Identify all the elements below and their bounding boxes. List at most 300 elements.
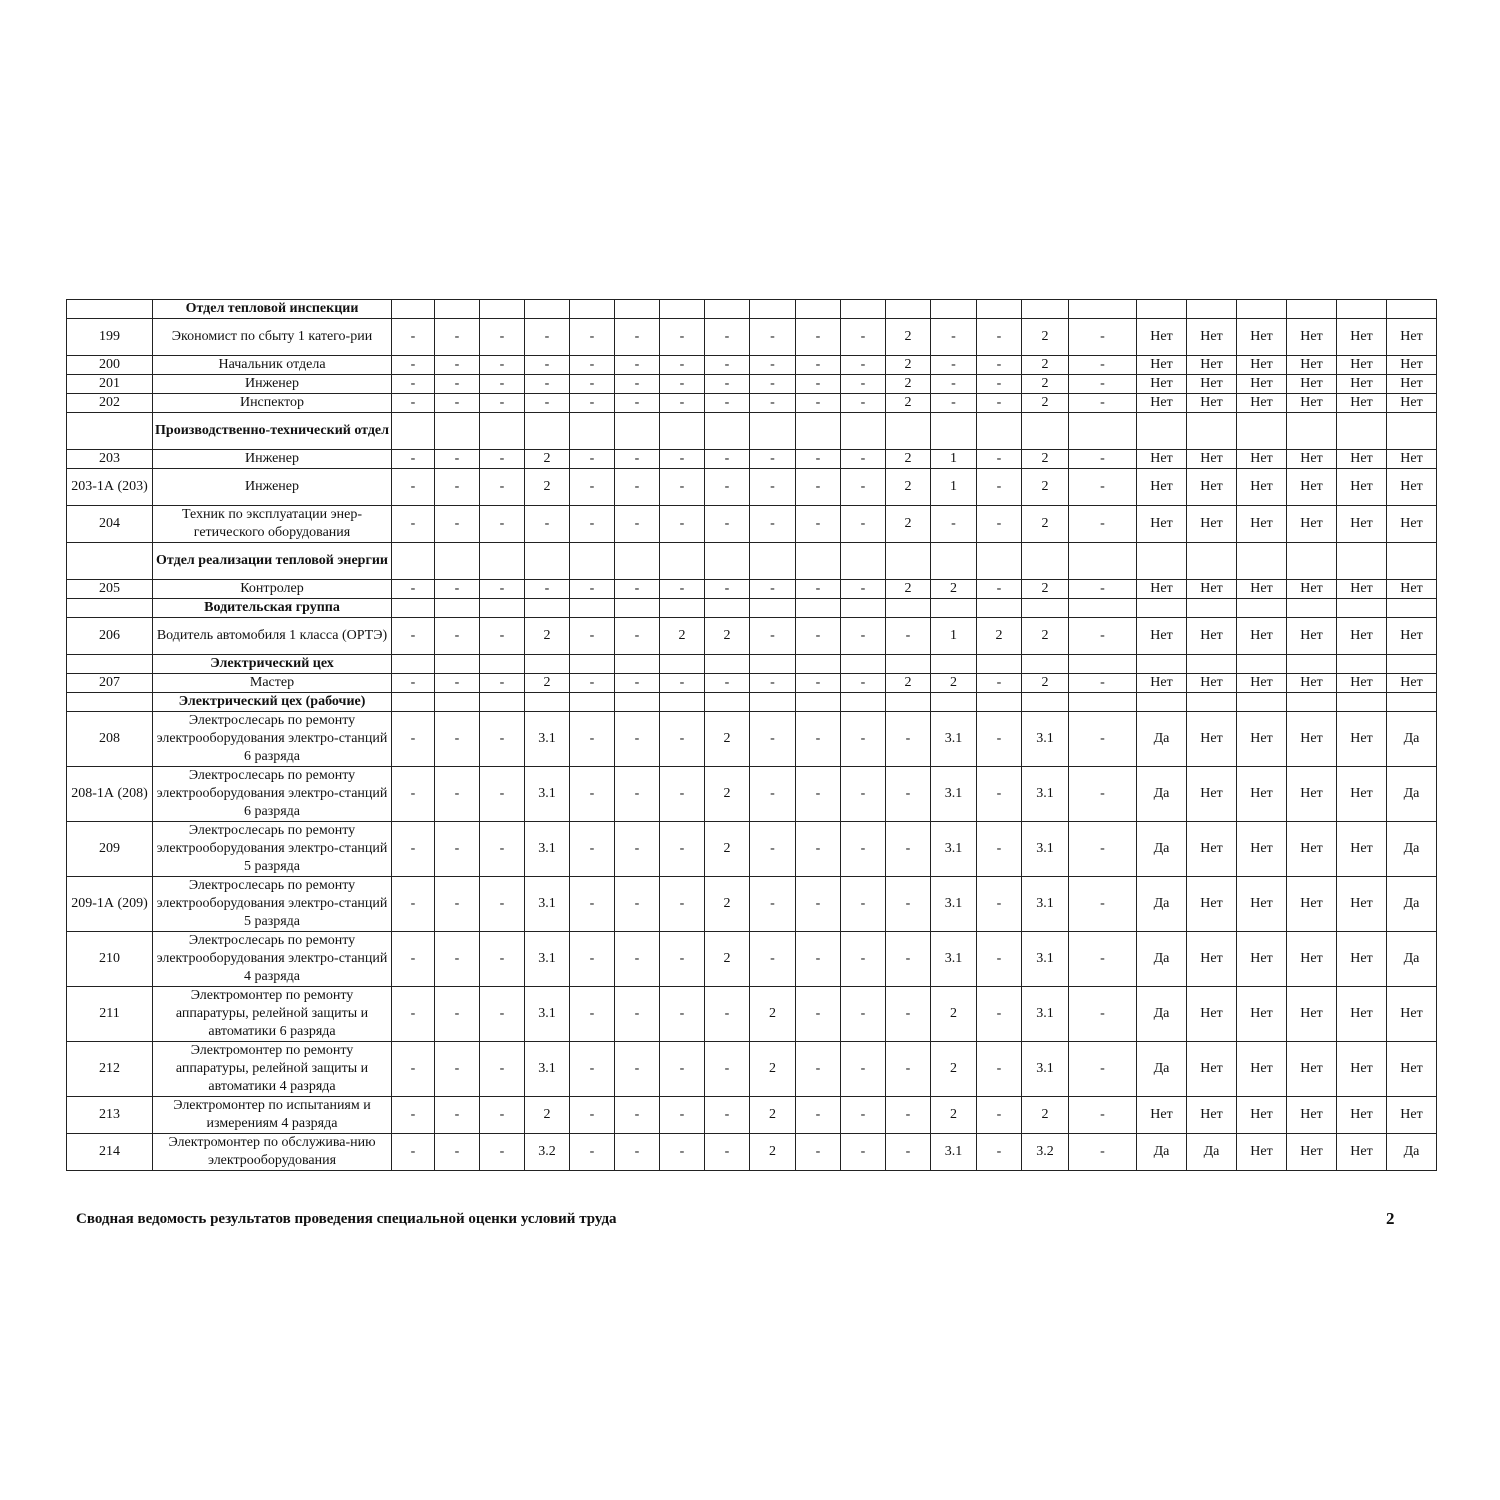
class-cell: 2 bbox=[1022, 375, 1069, 394]
class-cell: 3.2 bbox=[1022, 1134, 1069, 1171]
empty-cell bbox=[1022, 413, 1069, 450]
class-cell: - bbox=[570, 987, 615, 1042]
class-cell: - bbox=[750, 712, 796, 767]
class-cell: - bbox=[1069, 674, 1137, 693]
class-cell: - bbox=[615, 822, 660, 877]
empty-cell bbox=[796, 599, 841, 618]
class-cell: - bbox=[1069, 1042, 1137, 1097]
empty-cell bbox=[660, 543, 705, 580]
flag-cell: Нет bbox=[1187, 356, 1237, 375]
row-number: 204 bbox=[67, 506, 153, 543]
empty-cell bbox=[1137, 413, 1187, 450]
class-cell: - bbox=[435, 822, 480, 877]
empty-cell bbox=[1287, 599, 1337, 618]
class-cell: - bbox=[750, 450, 796, 469]
class-cell: 2 bbox=[525, 618, 570, 655]
empty-cell bbox=[1022, 300, 1069, 319]
job-title: Инженер bbox=[153, 375, 392, 394]
class-cell: 3.1 bbox=[525, 877, 570, 932]
class-cell: - bbox=[931, 506, 977, 543]
flag-cell: Нет bbox=[1287, 767, 1337, 822]
class-cell: - bbox=[841, 822, 886, 877]
class-cell: 3.1 bbox=[1022, 987, 1069, 1042]
class-cell: - bbox=[480, 1134, 525, 1171]
class-cell: - bbox=[480, 932, 525, 987]
class-cell: - bbox=[392, 394, 435, 413]
section-row bbox=[67, 543, 1437, 580]
class-cell: - bbox=[480, 450, 525, 469]
job-title: Электрослесарь по ремонту электрооборудования электро-станций 6 разряда bbox=[153, 712, 392, 767]
job-title: Контролер bbox=[153, 580, 392, 599]
class-cell: - bbox=[615, 319, 660, 356]
flag-cell: Нет bbox=[1187, 469, 1237, 506]
flag-cell: Нет bbox=[1187, 319, 1237, 356]
class-cell: - bbox=[525, 506, 570, 543]
class-cell: - bbox=[1069, 1134, 1137, 1171]
page-number: 2 bbox=[1386, 1209, 1395, 1228]
section-row bbox=[67, 693, 1437, 712]
flag-cell: Да bbox=[1137, 1042, 1187, 1097]
class-cell: - bbox=[392, 822, 435, 877]
class-cell: - bbox=[435, 712, 480, 767]
class-cell: - bbox=[615, 1042, 660, 1097]
flag-cell: Нет bbox=[1337, 1042, 1387, 1097]
empty-cell bbox=[931, 599, 977, 618]
flag-cell: Нет bbox=[1237, 674, 1287, 693]
class-cell: - bbox=[705, 506, 750, 543]
table-row bbox=[67, 580, 1437, 599]
class-cell: - bbox=[570, 506, 615, 543]
class-cell: - bbox=[435, 469, 480, 506]
class-cell: 3.1 bbox=[1022, 822, 1069, 877]
class-cell: - bbox=[750, 932, 796, 987]
class-cell: - bbox=[796, 394, 841, 413]
empty-cell bbox=[886, 599, 931, 618]
flag-cell: Да bbox=[1387, 822, 1437, 877]
class-cell: - bbox=[750, 394, 796, 413]
class-cell: - bbox=[977, 1134, 1022, 1171]
table-row bbox=[67, 1134, 1437, 1171]
flag-cell: Нет bbox=[1337, 580, 1387, 599]
empty-cell bbox=[615, 655, 660, 674]
flag-cell: Нет bbox=[1387, 580, 1437, 599]
empty-cell bbox=[841, 693, 886, 712]
empty-cell bbox=[977, 693, 1022, 712]
class-cell: - bbox=[435, 319, 480, 356]
empty-cell bbox=[977, 300, 1022, 319]
class-cell: - bbox=[480, 1097, 525, 1134]
empty-cell bbox=[1237, 693, 1287, 712]
class-cell: - bbox=[570, 319, 615, 356]
empty-cell bbox=[1287, 300, 1337, 319]
empty-cell bbox=[841, 655, 886, 674]
class-cell: 3.1 bbox=[1022, 932, 1069, 987]
class-cell: 3.1 bbox=[525, 1042, 570, 1097]
class-cell: 2 bbox=[1022, 469, 1069, 506]
row-number: 212 bbox=[67, 1042, 153, 1097]
empty-cell bbox=[1137, 543, 1187, 580]
flag-cell: Нет bbox=[1237, 319, 1287, 356]
flag-cell: Нет bbox=[1137, 618, 1187, 655]
empty-cell bbox=[1387, 655, 1437, 674]
class-cell: - bbox=[570, 1134, 615, 1171]
class-cell: - bbox=[615, 506, 660, 543]
flag-cell: Да bbox=[1137, 987, 1187, 1042]
class-cell: - bbox=[435, 1097, 480, 1134]
class-cell: - bbox=[660, 822, 705, 877]
class-cell: 2 bbox=[1022, 356, 1069, 375]
class-cell: 2 bbox=[886, 580, 931, 599]
flag-cell: Нет bbox=[1287, 469, 1337, 506]
table-row bbox=[67, 394, 1437, 413]
empty-cell bbox=[615, 543, 660, 580]
empty-cell bbox=[931, 300, 977, 319]
class-cell: - bbox=[570, 580, 615, 599]
class-cell: - bbox=[525, 394, 570, 413]
class-cell: 2 bbox=[1022, 506, 1069, 543]
class-cell: - bbox=[1069, 822, 1137, 877]
flag-cell: Да bbox=[1387, 1134, 1437, 1171]
class-cell: - bbox=[615, 987, 660, 1042]
class-cell: 2 bbox=[1022, 450, 1069, 469]
section-row bbox=[67, 655, 1437, 674]
flag-cell: Нет bbox=[1337, 674, 1387, 693]
class-cell: 2 bbox=[886, 356, 931, 375]
class-cell: - bbox=[570, 450, 615, 469]
class-cell: - bbox=[392, 580, 435, 599]
class-cell: 2 bbox=[931, 1042, 977, 1097]
flag-cell: Нет bbox=[1187, 987, 1237, 1042]
class-cell: 3.1 bbox=[525, 767, 570, 822]
empty-cell bbox=[392, 599, 435, 618]
empty-cell bbox=[435, 413, 480, 450]
empty-cell bbox=[796, 543, 841, 580]
empty-cell bbox=[660, 300, 705, 319]
section-title: Электрический цех bbox=[153, 655, 392, 674]
class-cell: - bbox=[660, 394, 705, 413]
class-cell: - bbox=[705, 580, 750, 599]
class-cell: - bbox=[1069, 469, 1137, 506]
empty-cell bbox=[1137, 693, 1187, 712]
class-cell: 3.1 bbox=[1022, 1042, 1069, 1097]
class-cell: 2 bbox=[977, 618, 1022, 655]
flag-cell: Нет bbox=[1187, 877, 1237, 932]
flag-cell: Нет bbox=[1187, 618, 1237, 655]
class-cell: - bbox=[435, 987, 480, 1042]
class-cell: - bbox=[841, 356, 886, 375]
class-cell: - bbox=[570, 1097, 615, 1134]
class-cell: - bbox=[1069, 580, 1137, 599]
flag-cell: Нет bbox=[1287, 1042, 1337, 1097]
empty-cell bbox=[931, 655, 977, 674]
flag-cell: Нет bbox=[1137, 674, 1187, 693]
flag-cell: Нет bbox=[1387, 394, 1437, 413]
empty-cell bbox=[1237, 543, 1287, 580]
class-cell: - bbox=[796, 877, 841, 932]
empty-cell bbox=[615, 413, 660, 450]
class-cell: - bbox=[435, 767, 480, 822]
class-cell: - bbox=[931, 394, 977, 413]
class-cell: - bbox=[931, 356, 977, 375]
class-cell: - bbox=[570, 1042, 615, 1097]
table-row bbox=[67, 932, 1437, 987]
empty-cell bbox=[660, 599, 705, 618]
class-cell: - bbox=[392, 877, 435, 932]
class-cell: 2 bbox=[931, 1097, 977, 1134]
empty-cell bbox=[1069, 543, 1137, 580]
flag-cell: Нет bbox=[1337, 618, 1387, 655]
flag-cell: Да bbox=[1387, 932, 1437, 987]
flag-cell: Нет bbox=[1137, 394, 1187, 413]
class-cell: - bbox=[570, 822, 615, 877]
table-row bbox=[67, 877, 1437, 932]
flag-cell: Нет bbox=[1187, 580, 1237, 599]
class-cell: - bbox=[796, 712, 841, 767]
section-row bbox=[67, 300, 1437, 319]
empty-cell bbox=[1187, 543, 1237, 580]
class-cell: 2 bbox=[1022, 394, 1069, 413]
flag-cell: Нет bbox=[1287, 356, 1337, 375]
class-cell: - bbox=[392, 319, 435, 356]
empty-cell bbox=[796, 655, 841, 674]
class-cell: 2 bbox=[886, 375, 931, 394]
flag-cell: Нет bbox=[1337, 450, 1387, 469]
flag-cell: Нет bbox=[1287, 580, 1337, 599]
class-cell: - bbox=[841, 580, 886, 599]
empty-cell bbox=[796, 413, 841, 450]
row-number: 199 bbox=[67, 319, 153, 356]
class-cell: - bbox=[525, 319, 570, 356]
class-cell: - bbox=[480, 375, 525, 394]
class-cell: - bbox=[480, 712, 525, 767]
flag-cell: Нет bbox=[1387, 450, 1437, 469]
class-cell: - bbox=[841, 987, 886, 1042]
empty-cell bbox=[1187, 300, 1237, 319]
table-row bbox=[67, 618, 1437, 655]
empty-cell bbox=[1022, 599, 1069, 618]
empty-cell bbox=[886, 300, 931, 319]
class-cell: 2 bbox=[525, 469, 570, 506]
flag-cell: Нет bbox=[1237, 618, 1287, 655]
empty-cell bbox=[1137, 300, 1187, 319]
empty-cell bbox=[1022, 655, 1069, 674]
empty-cell bbox=[1287, 543, 1337, 580]
flag-cell: Нет bbox=[1237, 1134, 1287, 1171]
empty-cell bbox=[1237, 413, 1287, 450]
flag-cell: Нет bbox=[1137, 356, 1187, 375]
class-cell: - bbox=[480, 674, 525, 693]
empty-cell bbox=[392, 655, 435, 674]
table-row bbox=[67, 319, 1437, 356]
empty-cell bbox=[750, 693, 796, 712]
class-cell: - bbox=[705, 450, 750, 469]
class-cell: - bbox=[480, 506, 525, 543]
flag-cell: Нет bbox=[1387, 1097, 1437, 1134]
class-cell: - bbox=[660, 1042, 705, 1097]
empty-cell bbox=[841, 599, 886, 618]
class-cell: - bbox=[615, 674, 660, 693]
empty-cell bbox=[480, 413, 525, 450]
class-cell: - bbox=[796, 618, 841, 655]
flag-cell: Нет bbox=[1337, 375, 1387, 394]
job-title: Электрослесарь по ремонту электрооборудования электро-станций 5 разряда bbox=[153, 822, 392, 877]
class-cell: - bbox=[570, 877, 615, 932]
class-cell: - bbox=[525, 375, 570, 394]
class-cell: - bbox=[841, 394, 886, 413]
empty-cell bbox=[886, 655, 931, 674]
empty-cell bbox=[1237, 599, 1287, 618]
class-cell: - bbox=[480, 987, 525, 1042]
class-cell: 3.1 bbox=[931, 877, 977, 932]
flag-cell: Нет bbox=[1187, 767, 1237, 822]
empty-cell bbox=[525, 655, 570, 674]
empty-cell bbox=[1387, 413, 1437, 450]
flag-cell: Нет bbox=[1287, 394, 1337, 413]
class-cell: - bbox=[796, 450, 841, 469]
class-cell: - bbox=[931, 319, 977, 356]
empty-cell bbox=[435, 693, 480, 712]
class-cell: - bbox=[615, 469, 660, 506]
class-cell: - bbox=[750, 877, 796, 932]
empty-cell bbox=[1069, 655, 1137, 674]
empty-cell bbox=[1337, 693, 1387, 712]
empty-cell bbox=[480, 543, 525, 580]
empty-cell bbox=[435, 300, 480, 319]
class-cell: - bbox=[796, 987, 841, 1042]
job-title: Электромонтер по обслужива-нию электрооборудования bbox=[153, 1134, 392, 1171]
class-cell: - bbox=[615, 618, 660, 655]
empty-cell bbox=[435, 543, 480, 580]
job-title: Мастер bbox=[153, 674, 392, 693]
class-cell: - bbox=[615, 356, 660, 375]
class-cell: - bbox=[750, 580, 796, 599]
class-cell: - bbox=[705, 394, 750, 413]
class-cell: - bbox=[480, 1042, 525, 1097]
class-cell: - bbox=[435, 1134, 480, 1171]
class-cell: - bbox=[977, 356, 1022, 375]
flag-cell: Да bbox=[1187, 1134, 1237, 1171]
class-cell: - bbox=[660, 1097, 705, 1134]
class-cell: 3.1 bbox=[525, 712, 570, 767]
class-cell: 2 bbox=[750, 1134, 796, 1171]
class-cell: - bbox=[705, 319, 750, 356]
class-cell: - bbox=[841, 375, 886, 394]
class-cell: 2 bbox=[705, 877, 750, 932]
class-cell: - bbox=[435, 580, 480, 599]
class-cell: - bbox=[615, 767, 660, 822]
class-cell: - bbox=[841, 450, 886, 469]
flag-cell: Нет bbox=[1387, 506, 1437, 543]
class-cell: - bbox=[1069, 987, 1137, 1042]
job-title: Техник по эксплуатации энер-гетического оборудования bbox=[153, 506, 392, 543]
empty-cell bbox=[1187, 413, 1237, 450]
class-cell: - bbox=[796, 506, 841, 543]
class-cell: - bbox=[705, 1097, 750, 1134]
section-row bbox=[67, 413, 1437, 450]
class-cell: - bbox=[1069, 394, 1137, 413]
class-cell: - bbox=[435, 450, 480, 469]
class-cell: - bbox=[435, 674, 480, 693]
empty-cell bbox=[570, 543, 615, 580]
class-cell: - bbox=[1069, 450, 1137, 469]
class-cell: - bbox=[977, 987, 1022, 1042]
flag-cell: Нет bbox=[1337, 932, 1387, 987]
flag-cell: Да bbox=[1137, 767, 1187, 822]
empty-cell bbox=[392, 413, 435, 450]
class-cell: - bbox=[570, 932, 615, 987]
class-cell: 2 bbox=[886, 506, 931, 543]
flag-cell: Нет bbox=[1137, 319, 1187, 356]
empty-cell bbox=[931, 543, 977, 580]
class-cell: - bbox=[392, 1134, 435, 1171]
class-cell: - bbox=[886, 1097, 931, 1134]
class-cell: - bbox=[886, 767, 931, 822]
class-cell: - bbox=[841, 618, 886, 655]
class-cell: - bbox=[705, 375, 750, 394]
class-cell: - bbox=[570, 674, 615, 693]
empty-cell bbox=[392, 543, 435, 580]
job-title: Электрослесарь по ремонту электрооборудования электро-станций 5 разряда bbox=[153, 877, 392, 932]
class-cell: - bbox=[435, 506, 480, 543]
class-cell: - bbox=[1069, 877, 1137, 932]
empty-cell bbox=[1337, 300, 1387, 319]
empty-cell bbox=[886, 413, 931, 450]
flag-cell: Нет bbox=[1137, 469, 1187, 506]
flag-cell: Нет bbox=[1387, 987, 1437, 1042]
empty-cell bbox=[570, 413, 615, 450]
class-cell: - bbox=[435, 394, 480, 413]
results-table bbox=[66, 299, 1437, 1171]
class-cell: 2 bbox=[750, 1042, 796, 1097]
class-cell: - bbox=[660, 450, 705, 469]
empty-cell bbox=[705, 543, 750, 580]
empty-cell bbox=[525, 300, 570, 319]
class-cell: - bbox=[750, 767, 796, 822]
class-cell: - bbox=[796, 674, 841, 693]
class-cell: - bbox=[660, 932, 705, 987]
table-row bbox=[67, 506, 1437, 543]
flag-cell: Да bbox=[1387, 877, 1437, 932]
job-title: Водитель автомобиля 1 класса (ОРТЭ) bbox=[153, 618, 392, 655]
empty-cell bbox=[615, 300, 660, 319]
class-cell: - bbox=[841, 319, 886, 356]
class-cell: - bbox=[660, 767, 705, 822]
flag-cell: Да bbox=[1387, 767, 1437, 822]
class-cell: - bbox=[750, 319, 796, 356]
flag-cell: Нет bbox=[1137, 1097, 1187, 1134]
empty-cell bbox=[1387, 693, 1437, 712]
row-number: 203 bbox=[67, 450, 153, 469]
row-number: 209 bbox=[67, 822, 153, 877]
class-cell: - bbox=[392, 1097, 435, 1134]
class-cell: 2 bbox=[1022, 580, 1069, 599]
class-cell: 1 bbox=[931, 450, 977, 469]
class-cell: - bbox=[392, 932, 435, 987]
flag-cell: Нет bbox=[1337, 987, 1387, 1042]
class-cell: - bbox=[615, 394, 660, 413]
class-cell: - bbox=[977, 469, 1022, 506]
empty-cell bbox=[1337, 413, 1387, 450]
flag-cell: Нет bbox=[1337, 767, 1387, 822]
flag-cell: Нет bbox=[1337, 877, 1387, 932]
job-title: Инженер bbox=[153, 469, 392, 506]
class-cell: - bbox=[615, 450, 660, 469]
empty-cell bbox=[977, 413, 1022, 450]
row-number bbox=[67, 693, 153, 712]
class-cell: - bbox=[750, 674, 796, 693]
class-cell: - bbox=[660, 877, 705, 932]
flag-cell: Нет bbox=[1237, 932, 1287, 987]
